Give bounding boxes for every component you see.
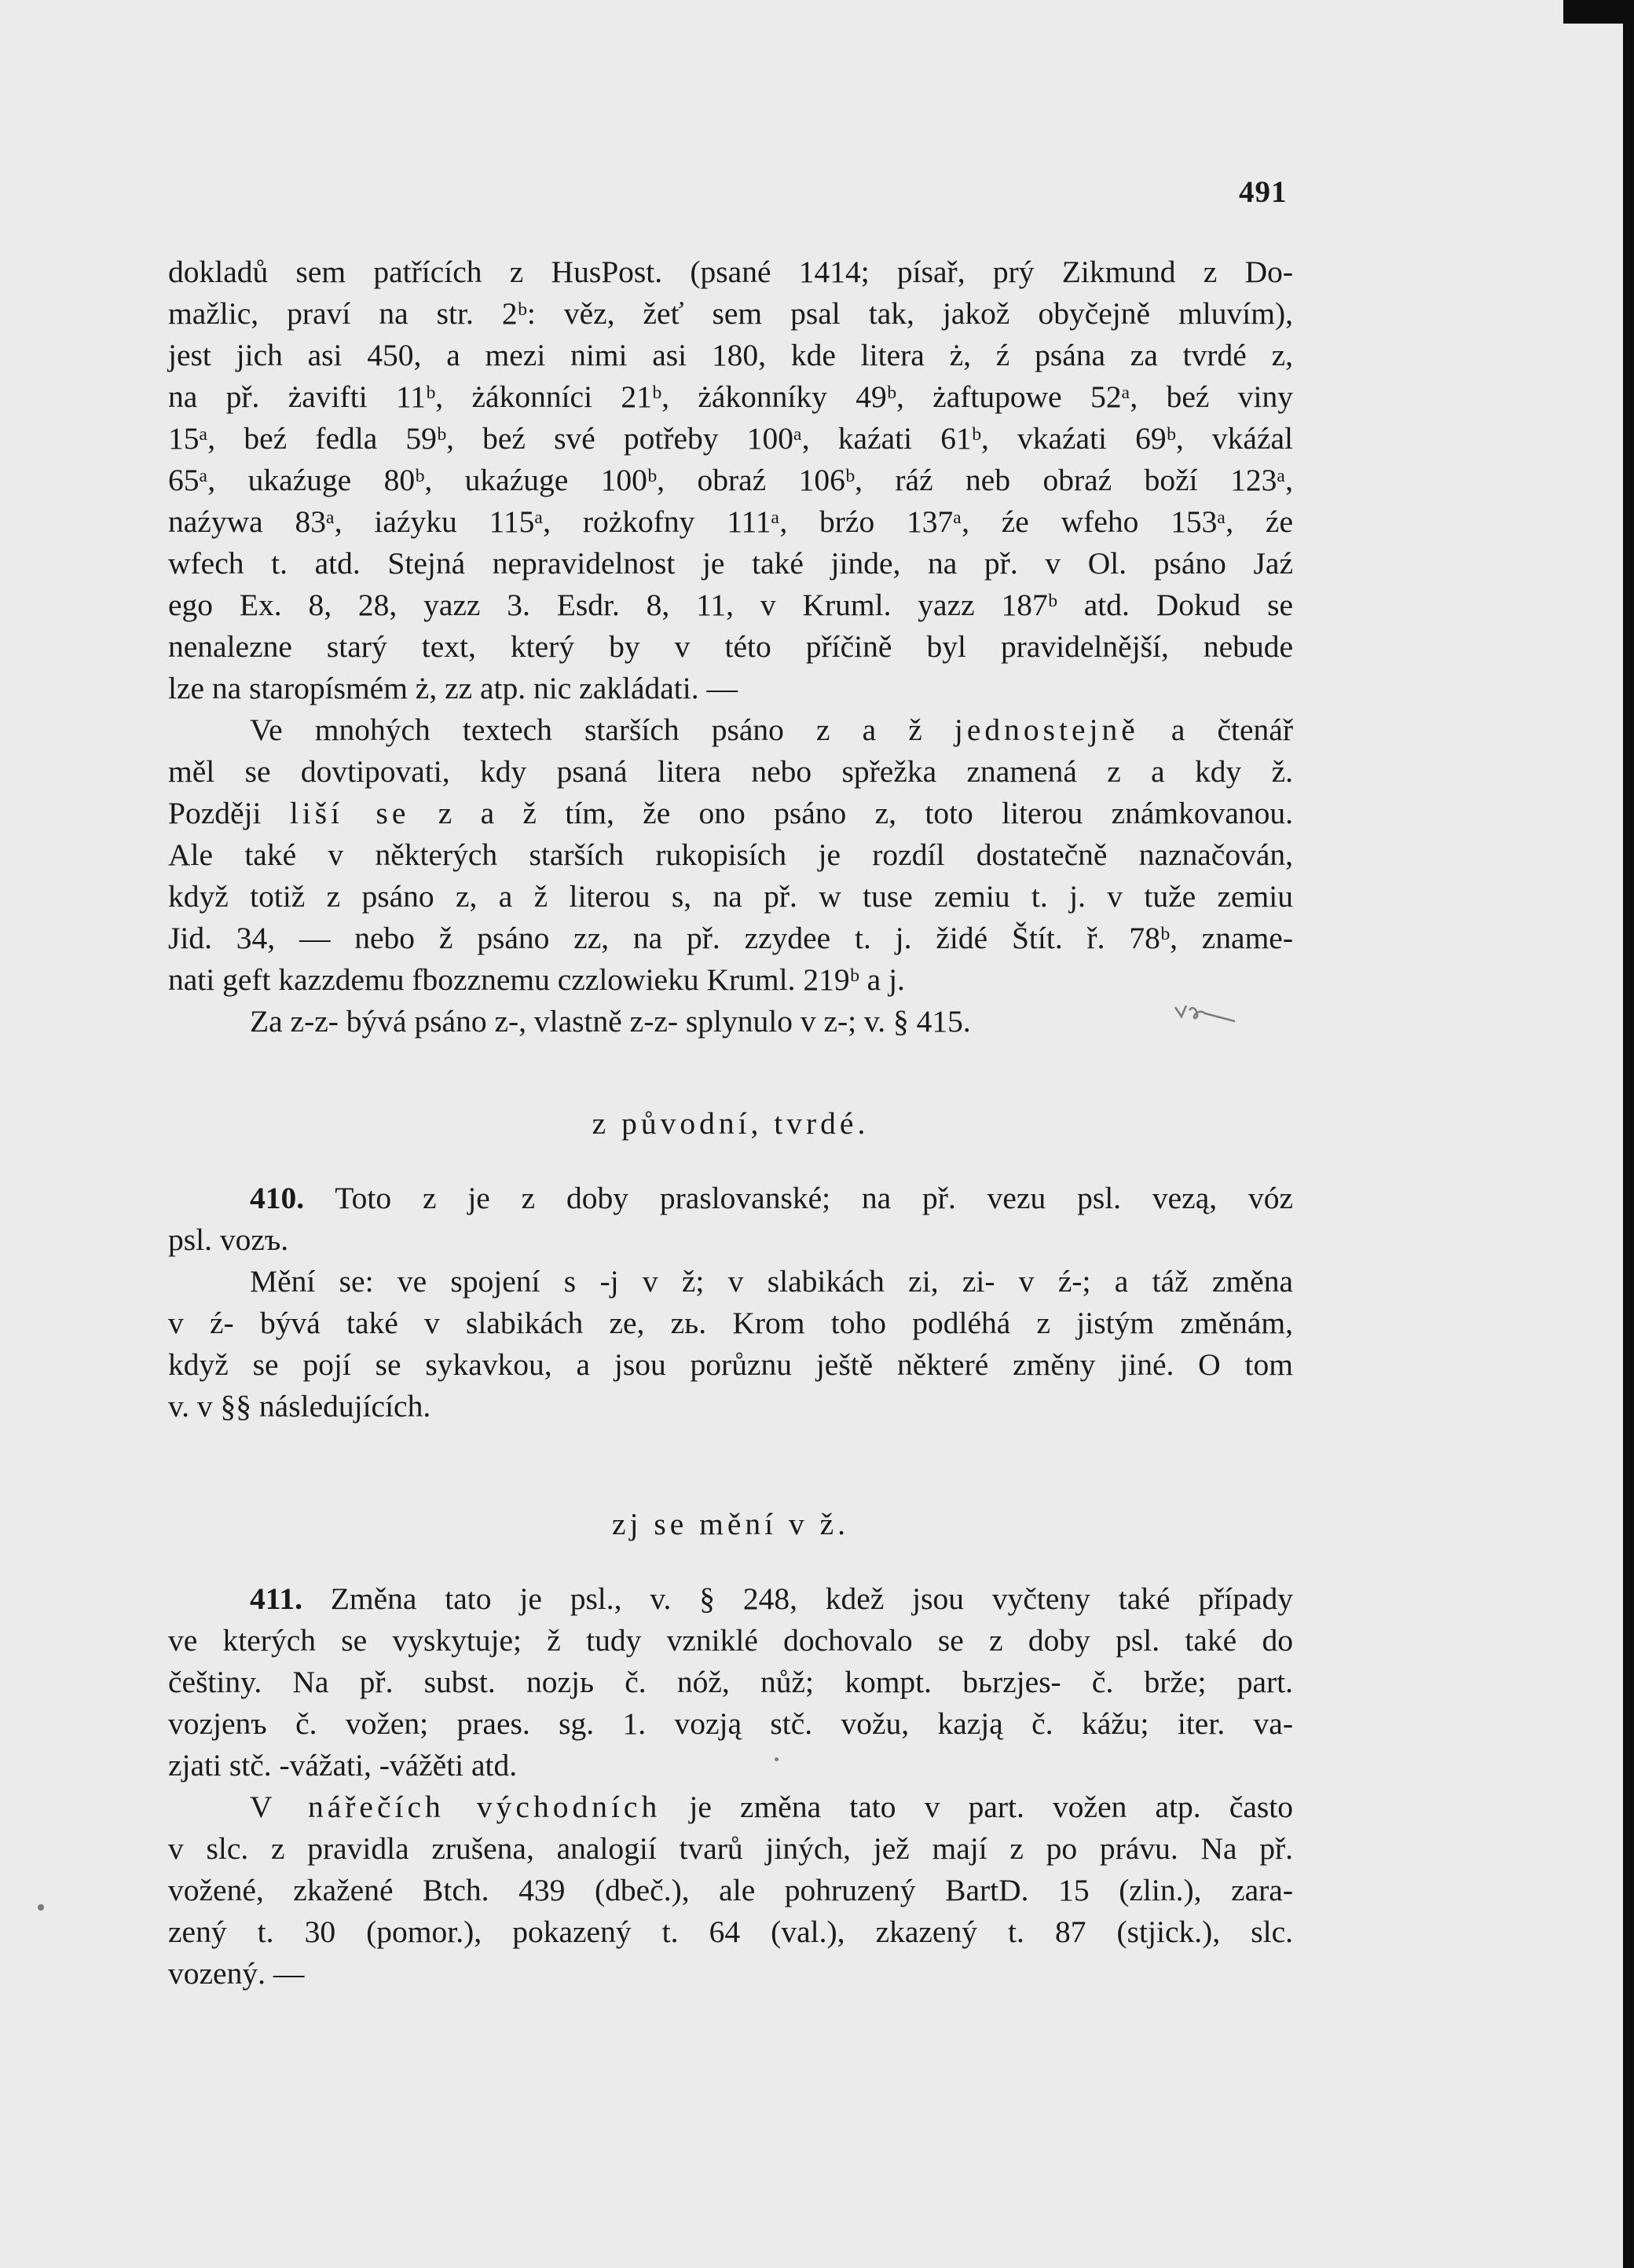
text-line: vožené, zkažené Btch. 439 (dbeč.), ale pohruzený BartD. 15 (zlin.), zara- xyxy=(168,1873,1293,1907)
text-line: když se pojí se sykavkou, a jsou porůznu ještě některé změny jiné. O tom xyxy=(168,1347,1293,1382)
page-number: 491 xyxy=(1239,175,1288,209)
text-line: vozený. — xyxy=(168,1956,305,1991)
text-line: češtiny. Na př. subst. nozjь č. nóž, nůž; kompt. bьrzjes- č. brže; part. xyxy=(168,1665,1293,1699)
text-line xyxy=(168,1578,1293,1619)
text-line: dokladů sem patřících z HusPost. (psané 1414; písař, prý Zikmund z Do- xyxy=(168,255,1293,289)
pencil-annotation xyxy=(1174,996,1236,1028)
text-line: v slc. z pravidla zrušena, analogií tvarů jiných, jež mají z po právu. Na př. xyxy=(168,1831,1293,1866)
text-line: v. v §§ následujících. xyxy=(168,1389,431,1423)
text-span: a čtenář xyxy=(1171,713,1293,747)
text-line: měl se dovtipovati, kdy psaná litera nebo spřežka znamená z a kdy ž. xyxy=(168,754,1293,789)
text-line: když totiž z psáno z, a ž literou s, na př. w tuse zemiu t. j. v tuže zemiu xyxy=(168,879,1293,914)
text-line: mažlic, praví na str. 2ᵇ: věz, žeť sem psal tak, jakož obyčejně mluvím), xyxy=(168,296,1293,331)
section-number: 410. xyxy=(250,1181,305,1215)
emphasis-spaced: V nářečích východních xyxy=(250,1790,661,1824)
text-line: ve kterých se vyskytuje; ž tudy vzniklé dochovalo se z doby psl. také do xyxy=(168,1623,1293,1658)
text-span: Později xyxy=(168,796,262,830)
text-line: 65ᵃ, ukaźuge 80ᵇ, ukaźuge 100ᵇ, obraź 106ᵇ, ráź neb obraź boží 123ᵃ, xyxy=(168,463,1293,497)
text-line: ego Ex. 8, 28, yazz 3. Esdr. 8, 11, v Kruml. yazz 187ᵇ atd. Dokud se xyxy=(168,588,1293,622)
text-line xyxy=(168,793,1293,834)
text-line: vozjenъ č. vožen; praes. sg. 1. vozją stč. vožu, kazją č. kážu; iter. va- xyxy=(168,1706,1293,1741)
text-line: nati geft kazzdemu fbozznemu czzlowieku Kruml. 219ᵇ a j. xyxy=(168,962,905,997)
text-line: lze na staropísmém ż, zz atp. nic zakládati. — xyxy=(168,671,738,705)
scan-edge xyxy=(1563,0,1634,24)
text-line: psl. vozъ. xyxy=(168,1222,289,1257)
text-span: Ve mnohých textech starších psáno z a ž xyxy=(250,713,922,747)
text-line xyxy=(168,1786,1293,1827)
text-span: je změna tato v part. vožen atp. často xyxy=(689,1790,1294,1824)
text-line xyxy=(168,709,1293,750)
text-line: nenalezne starý text, který by v této příčině byl pravidelnější, nebude xyxy=(168,629,1293,664)
text-line: Jid. 34, — nebo ž psáno zz, na př. zzydee t. j. židé Štít. ř. 78ᵇ, zname- xyxy=(168,921,1293,955)
text-line: Ale také v některých starších rukopisích je rozdíl dostatečně naznačován, xyxy=(168,837,1293,872)
ink-speck xyxy=(38,1904,44,1911)
section-heading: z původní, tvrdé. xyxy=(592,1106,870,1141)
text-line: v ź- bývá také v slabikách ze, zь. Krom toho podléhá z jistým změnám, xyxy=(168,1306,1293,1340)
text-line: Za z-z- bývá psáno z-, vlastně z-z- splynulo v z-; v. § 415. xyxy=(250,1004,971,1039)
text-span: Změna tato je psl., v. § 248, kdež jsou vyčteny také případy xyxy=(330,1581,1294,1616)
text-line: zjati stč. -vážati, -vážěti atd. xyxy=(168,1748,518,1783)
text-line: zený t. 30 (pomor.), pokazený t. 64 (val.), zkazený t. 87 (stjick.), slc. xyxy=(168,1914,1293,1949)
text-line xyxy=(168,1178,1293,1218)
text-span: Toto z je z doby praslovanské; na př. vezu psl. vezą, vóz xyxy=(335,1181,1293,1215)
emphasis-spaced: jednostejně xyxy=(954,713,1139,747)
emphasis-spaced: liší se xyxy=(289,796,410,830)
text-line: jest jich asi 450, a mezi nimi asi 180, kde litera ż, ź psána za tvrdé z, xyxy=(168,338,1293,372)
text-span: z a ž tím, že ono psáno z, toto literou známkovanou. xyxy=(438,796,1294,830)
ink-speck xyxy=(775,1757,779,1761)
text-line: wfech t. atd. Stejná nepravidelnost je také jinde, na př. v Ol. psáno Jaź xyxy=(168,546,1293,581)
text-line: na př. żavifti 11ᵇ, żákonníci 21ᵇ, żákonníky 49ᵇ, żaftupowe 52ᵃ, beź viny xyxy=(168,379,1293,414)
section-heading: zj se mění v ž. xyxy=(611,1507,850,1541)
text-line: naźywa 83ᵃ, iaźyku 115ᵃ, rożkofny 111ᵃ, brźo 137ᵃ, źe wfeho 153ᵃ, źe xyxy=(168,504,1293,539)
section-number: 411. xyxy=(250,1581,302,1616)
text-line: Mění se: ve spojení s -j v ž; v slabikách zi, zi- v ź-; a táž změna xyxy=(250,1264,1293,1299)
text-line: 15ᵃ, beź fedla 59ᵇ, beź své potřeby 100ᵃ, kaźati 61ᵇ, vkaźati 69ᵇ, vkáźal xyxy=(168,421,1293,456)
